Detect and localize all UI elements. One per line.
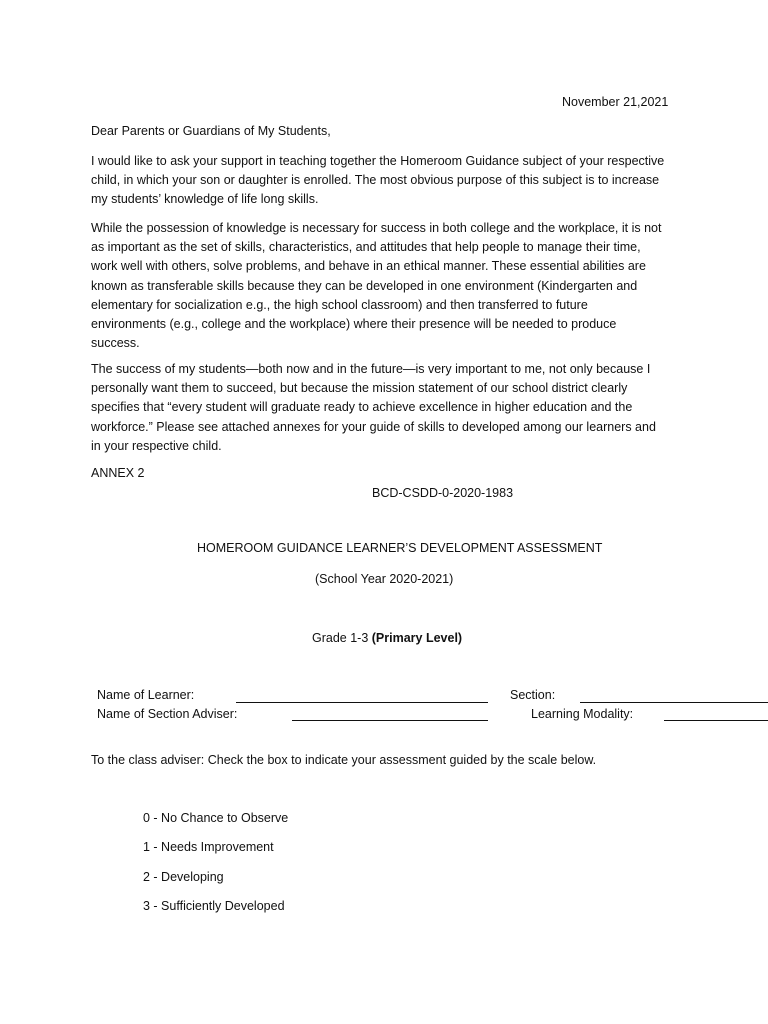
learner-name-label: Name of Learner: bbox=[97, 688, 195, 702]
paragraph-line: environments (e.g., college and the workplace) where their presence will be needed to produce bbox=[91, 317, 617, 332]
scale-item-2: 2 - Developing bbox=[143, 870, 224, 884]
paragraph-line: elementary for socialization e.g., the high school classroom) and then transferred to future bbox=[91, 297, 588, 312]
grade-level-heading bbox=[312, 631, 462, 645]
learner-name-field[interactable] bbox=[236, 702, 488, 703]
paragraph-line: The success of my students—both now and in the future—is very important to me, not only because I bbox=[91, 362, 651, 376]
grade-level: (Primary Level) bbox=[371, 631, 463, 645]
learning-modality-label: Learning Modality: bbox=[531, 707, 634, 721]
paragraph-line: known as transferable skills because they can be developed in one environment (Kindergarten and bbox=[91, 278, 638, 293]
paragraph-line: While the possession of knowledge is necessary for success in both college and the workplace, it is not bbox=[91, 221, 662, 235]
letter-paragraph-3 bbox=[91, 360, 691, 456]
paragraph-line: I would like to ask your support in teaching together the Homeroom Guidance subject of your respective bbox=[91, 154, 665, 168]
adviser-name-label: Name of Section Adviser: bbox=[97, 707, 238, 721]
scale-item-3: 3 - Sufficiently Developed bbox=[143, 899, 285, 913]
paragraph-line: in your respective child. bbox=[91, 438, 222, 453]
paragraph-line: as important as the set of skills, characteristics, and attitudes that help people to manage their time, bbox=[91, 240, 641, 255]
paragraph-line: my students’ knowledge of life long skills. bbox=[91, 192, 319, 207]
letter-paragraph-2 bbox=[91, 219, 691, 353]
paragraph-line: success. bbox=[91, 336, 140, 351]
letter-paragraph-1 bbox=[91, 152, 691, 210]
document-code: BCD-CSDD-0-2020-1983 bbox=[372, 486, 514, 500]
grade-range: Grade 1-3 bbox=[312, 631, 372, 645]
adviser-instruction: To the class adviser: Check the box to indicate your assessment guided by the scale below. bbox=[91, 753, 597, 767]
scale-item-0: 0 - No Chance to Observe bbox=[143, 811, 289, 825]
section-label: Section: bbox=[510, 688, 556, 702]
adviser-name-field[interactable] bbox=[292, 720, 488, 721]
letter-date: November 21,2021 bbox=[562, 95, 669, 109]
school-year: (School Year 2020-2021) bbox=[315, 572, 454, 586]
assessment-title: HOMEROOM GUIDANCE LEARNER’S DEVELOPMENT ASSESSMENT bbox=[197, 541, 603, 555]
scale-item-1: 1 - Needs Improvement bbox=[143, 840, 274, 854]
paragraph-line: work well with others, solve problems, and behave in an ethical manner. These essential abilities are bbox=[91, 259, 646, 274]
section-field[interactable] bbox=[580, 702, 768, 703]
learning-modality-field[interactable] bbox=[664, 720, 768, 721]
paragraph-line: workforce.” Please see attached annexes for your guide of skills to developed among our learners and bbox=[91, 419, 656, 434]
paragraph-line: specifies that “every student will graduate ready to achieve excellence in higher education and the bbox=[91, 400, 633, 415]
paragraph-line: child, in which your son or daughter is enrolled. The most obvious purpose of this subject is to increase bbox=[91, 173, 660, 188]
paragraph-line: personally want them to succeed, but because the mission statement of our school district clearly bbox=[91, 381, 628, 396]
annex-label: ANNEX 2 bbox=[91, 466, 145, 480]
letter-salutation: Dear Parents or Guardians of My Students, bbox=[91, 124, 331, 138]
